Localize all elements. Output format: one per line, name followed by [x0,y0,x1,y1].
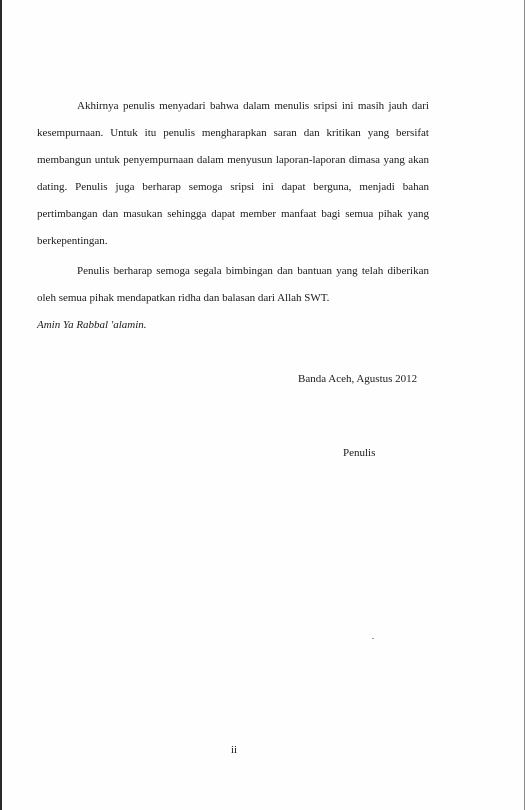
paragraph-conclusion: Akhirnya penulis menyadari bahwa dalam menulis sripsi ini masih jauh dari kesempurnaan. Untuk itu penulis mengharapkan saran dan kritikan yang bersifat membangun untuk penyempurnaan dalam menyusun laporan-laporan dimasa yang akan dating. Penulis juga berharap semoga sripsi ini dapat berguna, menjadi bahan pertimbangan dan masukan sehingga dapat member manfaat bagi semua pihak yang berkepentingan. [37,100,429,247]
page-left-edge [0,0,2,810]
scan-speck [372,638,374,639]
place-date: Banda Aceh, Agustus 2012 [298,373,418,385]
signer-name: Penulis [343,447,376,459]
paragraph-gratitude: Penulis berharap semoga segala bimbingan dan bantuan yang telah diberikan oleh semua pihak mendapatkan ridha dan balasan dari Allah SWT. [37,265,429,304]
page-number: ii [231,744,238,756]
closing-prayer: Amin Ya Rabbal 'alamin. [37,319,147,331]
